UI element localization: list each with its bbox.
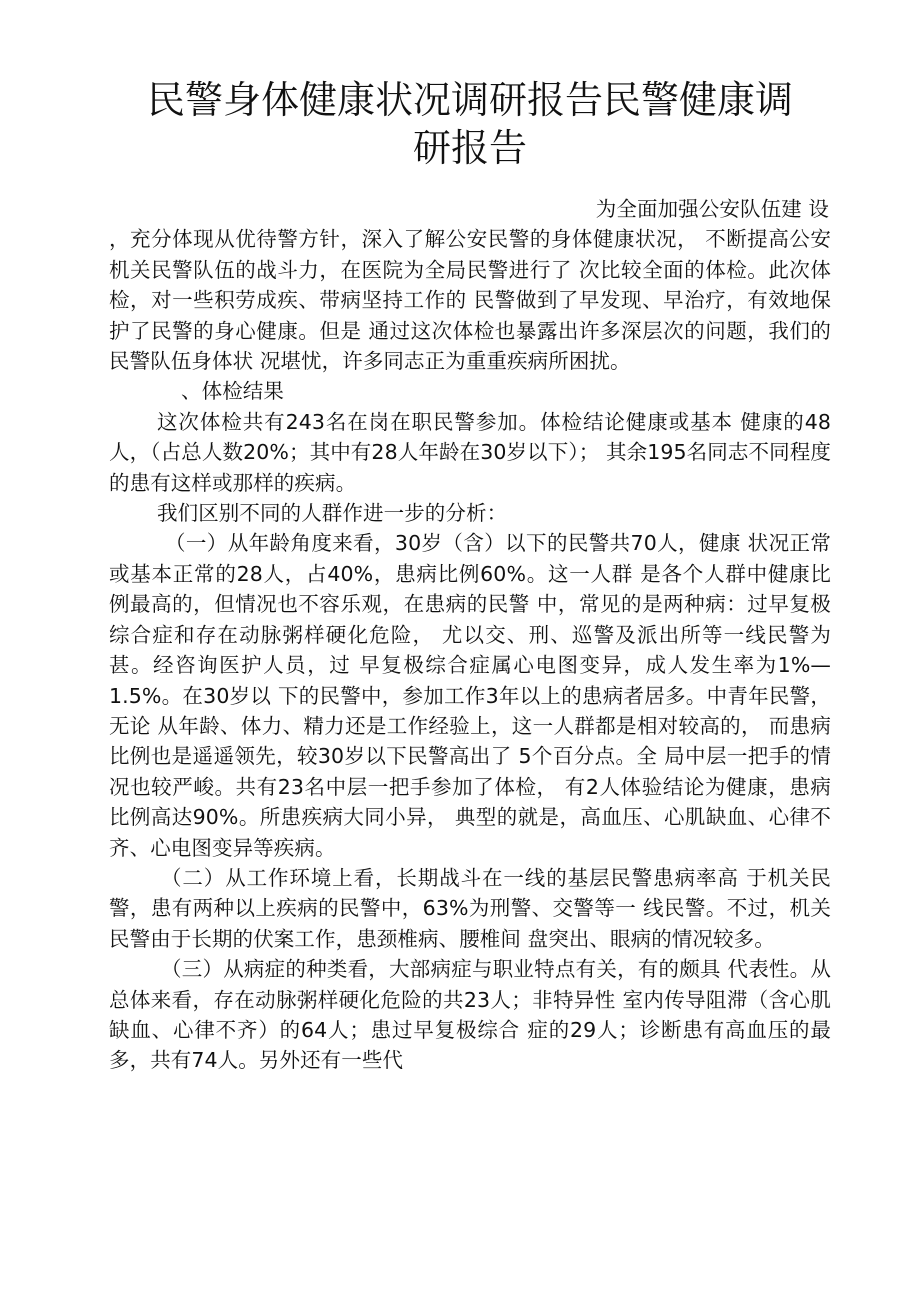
title-line-2: 研报告: [412, 126, 527, 170]
title-line-1: 民警身体健康状况调研报告民警健康调: [146, 78, 793, 122]
results-paragraph: 这次体检共有243名在岗在职民警参加。体检结论健康或基本 健康的48人，（占总人数20%；其中有28人年龄在30岁以下）； 其余195名同志不同程度的患有这样或那样的疾病。: [109, 409, 831, 495]
intro-paragraph: ，充分体现从优待警方针，深入了解公安民警的身体健康状况， 不断提高公安机关民警队伍的战斗力，在医院为全局民警进行了 次比较全面的体检。此次体检，对一些积劳成疾、带病坚持工作的 民警做到了早发现、早治疗，有效地保护了民警的身心健康。但是 通过这次体检也暴露出许多深层次的问题，我们的民警队伍身体状 况堪忧，许多同志正为重重疾病所困扰。: [109, 227, 831, 374]
environment-analysis-paragraph: （二）从工作环境上看，长期战斗在一线的基层民警患病率高 于机关民警，患有两种以上疾病的民警中，63%为刑警、交警等一 线民警。不过，机关民警由于长期的伏案工作，患颈椎病、腰椎间 盘突出、眼病的情况较多。: [109, 865, 831, 951]
section-heading-results: 、体检结果: [181, 379, 284, 404]
document-title: [110, 76, 830, 172]
disease-type-analysis-paragraph: （三）从病症的种类看，大部病症与职业特点有关，有的颇具 代表性。从总体来看，存在动脉粥样硬化危险的共23人；非特异性 室内传导阻滞（含心肌缺血、心律不齐）的64人；患过早复极综合 症的29人；诊断患有高血压的最多，共有74人。另外还有一些代: [109, 957, 831, 1073]
analysis-intro-paragraph: 我们区别不同的人群作进一步的分析：: [157, 501, 508, 526]
document-body: [109, 194, 831, 1076]
age-analysis-paragraph: （一）从年龄角度来看，30岁（含）以下的民警共70人，健康 状况正常或基本正常的28人，占40%，患病比例60%。这一人群 是各个人群中健康比例最高的，但情况也不容乐观，在患病的民警 中，常见的是两种病：过早复极综合症和存在动脉粥样硬化危险， 尤以交、刑、巡警及派出所等一线民警为甚。经咨询医护人员，过 早复极综合症属心电图变异，成人发生率为1%—1.5%。在30岁以 下的民警中，参加工作3年以上的患病者居多。中青年民警，无论 从年龄、体力、精力还是工作经验上，这一人群都是相对较高的， 而患病比例也是遥遥领先，较30岁以下民警高出了 5个百分点。全 局中层一把手的情况也较严峻。共有23名中层一把手参加了体检， 有2人体验结论为健康，患病比例高达90%。所患疾病大同小异， 典型的就是，高血压、心肌缺血、心律不齐、心电图变异等疾病。: [109, 531, 831, 860]
intro-first-line: 为全面加强公安队伍建 设: [595, 197, 829, 221]
